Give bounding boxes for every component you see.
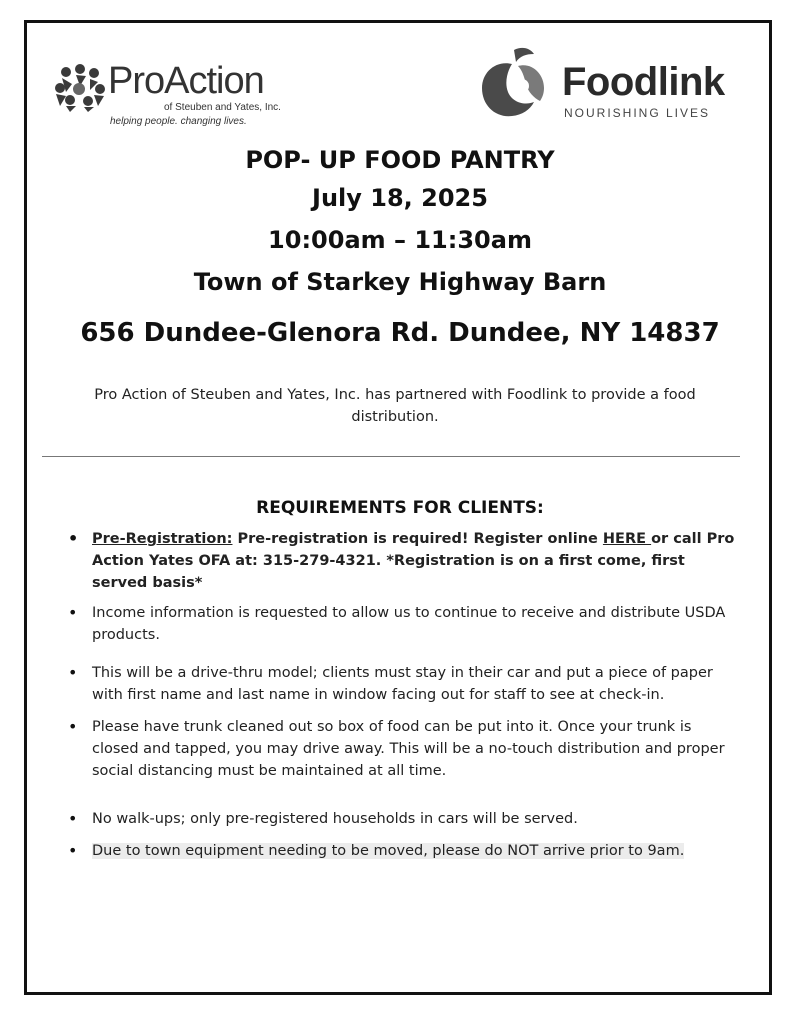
event-time: 10:00am – 11:30am	[268, 226, 532, 254]
requirement-income: • Income information is requested to allow us to continue to receive and distribute USDA products.	[92, 602, 742, 646]
event-title: POP- UP FOOD PANTRY	[245, 146, 555, 174]
requirement-drive-thru: • This will be a drive-thru model; clients must stay in their car and put a piece of paper with first name and last name in window facing out for staff to see at check-in.	[92, 662, 732, 706]
requirement-no-walkups: • No walk-ups; only pre-registered households in cars will be served.	[92, 808, 732, 830]
proaction-subtitle: of Steuben and Yates, Inc.	[164, 102, 281, 113]
event-venue: Town of Starkey Highway Barn	[193, 268, 607, 296]
preregistration-text-b: or call Pro Action Yates OFA at: 315-279-4321. *Registration is on a first come, first served basis*	[92, 531, 735, 591]
preregistration-text-a: Pre-registration is required! Register online	[232, 531, 603, 547]
requirement-preregistration	[92, 528, 742, 594]
foodlink-apple-icon	[478, 46, 548, 118]
partnership-statement: Pro Action of Steuben and Yates, Inc. has partnered with Foodlink to provide a food distribution.	[94, 387, 696, 425]
foodlink-tagline: NOURISHING LIVES	[564, 106, 711, 120]
proaction-logo	[52, 62, 292, 128]
event-date: July 18, 2025	[312, 184, 488, 212]
people-group-icon	[52, 62, 106, 112]
proaction-tagline: helping people. changing lives.	[110, 116, 247, 127]
requirements-heading: REQUIREMENTS FOR CLIENTS:	[256, 498, 544, 518]
register-here-link[interactable]: HERE	[602, 531, 652, 547]
arrival-time-text: Due to town equipment needing to be moved, please do NOT arrive prior to 9am.	[92, 843, 685, 859]
section-divider	[42, 456, 740, 457]
requirement-trunk: • Please have trunk cleaned out so box of food can be put into it. Once your trunk is closed and tapped, you may drive away. This will be a no-touch distribution and proper social distancing must be maintained at all time.	[92, 716, 732, 782]
proaction-name: ProAction	[108, 60, 264, 102]
event-address: 656 Dundee-Glenora Rd. Dundee, NY 14837	[80, 318, 720, 348]
foodlink-name: Foodlink	[562, 60, 725, 104]
foodlink-logo	[478, 46, 748, 126]
requirement-arrival-time	[92, 840, 732, 862]
preregistration-label: Pre-Registration:	[92, 531, 233, 547]
